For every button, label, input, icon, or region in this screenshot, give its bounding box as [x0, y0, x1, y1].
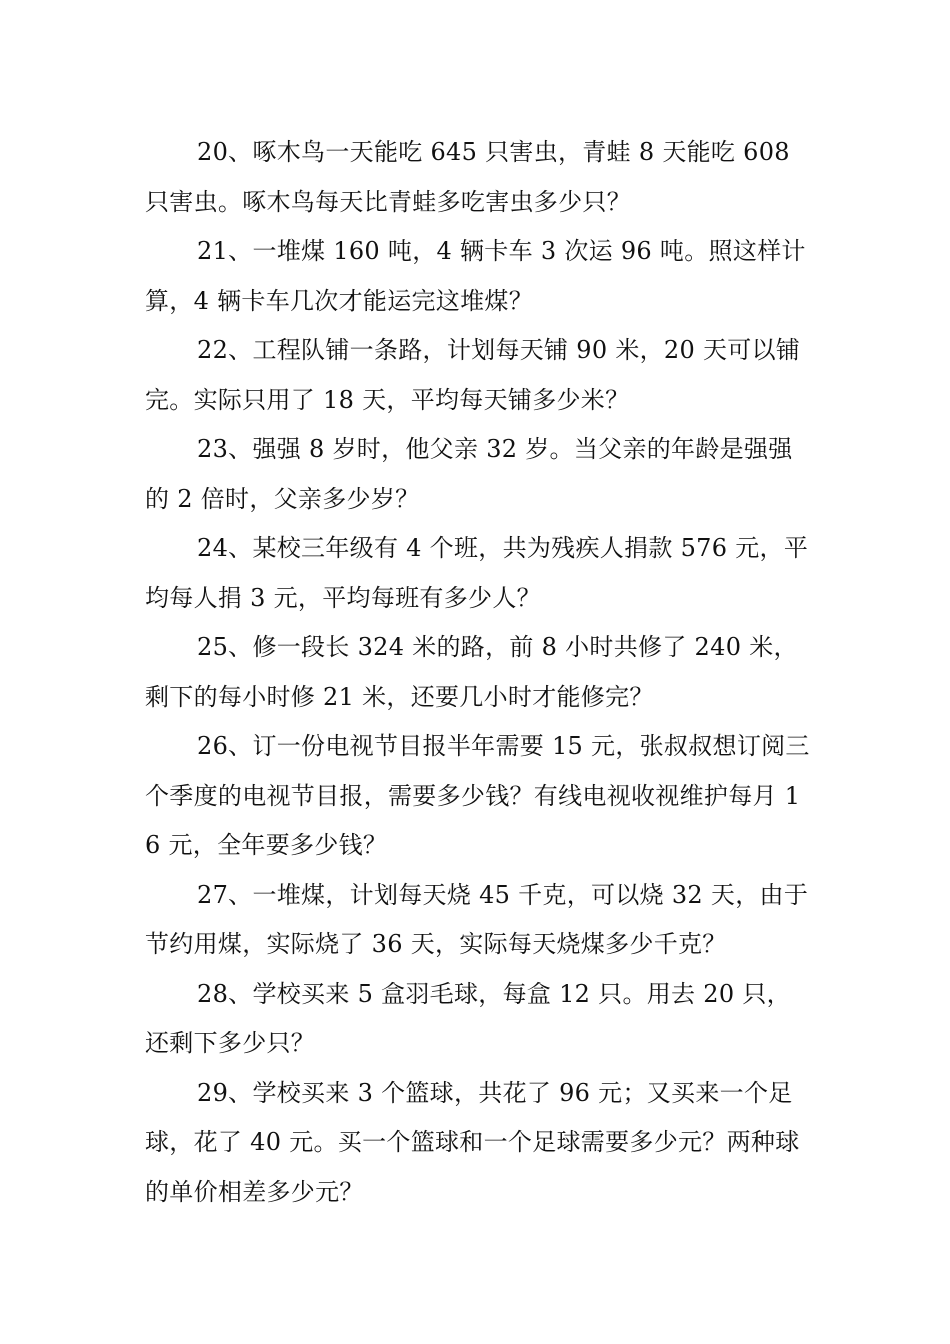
problem-22: 22、工程队铺一条路，计划每天铺 90 米，20 天可以铺完。实际只用了 18 天，平均每天铺多少米？ [145, 336, 801, 414]
problem-25: 25、修一段长 324 米的路，前 8 小时共修了 240 米，剩下的每小时修 21 米，还要几小时才能修完？ [145, 633, 798, 711]
problem-28: 28、学校买来 5 盒羽毛球，每盒 12 只。用去 20 只，还剩下多少只？ [145, 979, 791, 1057]
problem-20: 20、啄木鸟一天能吃 645 只害虫，青蛙 8 天能吃 608 只害虫。啄木鸟每天比青蛙多吃害虫多少只？ [145, 138, 790, 216]
document-page [145, 128, 813, 1217]
problem-27: 27、一堆煤，计划每天烧 45 千克，可以烧 32 天，由于节约用煤，实际烧了 36 天，实际每天烧煤多少千克？ [145, 880, 809, 958]
problem-29: 29、学校买来 3 个篮球，共花了 96 元；又买来一个足球，花了 40 元。买一个篮球和一个足球需要多少元？两种球的单价相差多少元？ [145, 1078, 800, 1206]
problem-24: 24、某校三年级有 4 个班，共为残疾人捐款 576 元，平均每人捐 3 元，平均每班有多少人？ [145, 534, 809, 612]
problem-26: 26、订一份电视节目报半年需要 15 元，张叔叔想订阅三个季度的电视节目报，需要多少钱？有线电视收视维护每月 16 元，全年要多少钱？ [145, 732, 810, 859]
problem-21: 21、一堆煤 160 吨，4 辆卡车 3 次运 96 吨。照这样计算，4 辆卡车几次才能运完这堆煤？ [145, 237, 806, 315]
problem-23: 23、强强 8 岁时，他父亲 32 岁。当父亲的年龄是强强的 2 倍时，父亲多少岁？ [145, 435, 793, 513]
